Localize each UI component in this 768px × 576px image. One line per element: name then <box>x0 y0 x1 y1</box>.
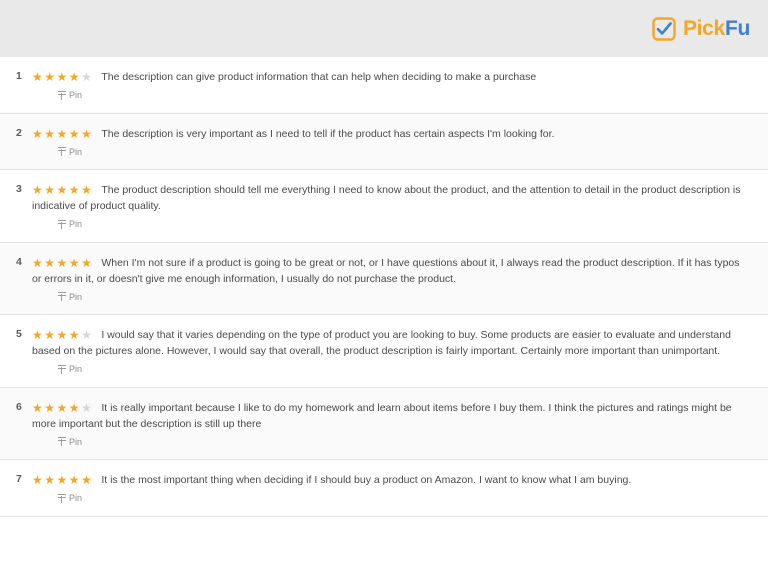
pin-icon <box>58 494 66 503</box>
review-number: 1 <box>16 70 22 82</box>
pin-label: Pin <box>69 146 83 157</box>
review-body <box>32 400 746 452</box>
list-item <box>0 243 768 316</box>
review-main <box>32 255 746 287</box>
pin-button[interactable] <box>58 90 82 100</box>
pin-label: Pin <box>69 219 83 229</box>
review-number: 2 <box>16 126 22 139</box>
review-body <box>32 472 746 508</box>
review-text: It is really important because I like to do my homework and learn about items before I buy them. I think the pictures and ratings might be more important but the description is still up there <box>32 401 732 430</box>
review-main <box>32 126 746 142</box>
review-text: I would say that it varies depending on the type of product you are looking to buy. Some products are easier to evaluate and understand based on the pictures alone. However, I would say that overall, the product description is fairly important. Certainly more important than unimportant. <box>32 329 731 357</box>
pin-label: Pin <box>69 291 83 302</box>
review-body <box>32 327 746 379</box>
pin-label: Pin <box>69 364 83 374</box>
review-number: 5 <box>16 328 22 340</box>
list-item <box>0 57 768 114</box>
review-body <box>32 182 746 234</box>
pickfu-checkbox-logo-icon <box>651 16 677 42</box>
list-item <box>0 388 768 461</box>
review-body <box>32 69 746 105</box>
review-number: 3 <box>16 183 22 195</box>
review-main <box>32 327 746 359</box>
logo-wordmark <box>683 18 750 39</box>
pickfu-logo[interactable] <box>651 16 750 42</box>
pin-button[interactable] <box>58 493 82 503</box>
list-item <box>0 460 768 517</box>
review-body <box>32 126 746 162</box>
list-item <box>0 170 768 243</box>
review-main <box>32 472 746 488</box>
star-rating: ★★★★★ <box>32 126 94 141</box>
pin-button[interactable] <box>58 292 82 302</box>
review-number: 4 <box>16 255 22 268</box>
pin-button[interactable] <box>58 437 82 447</box>
review-number: 7 <box>16 473 22 485</box>
review-text: The description is very important as I need to tell if the product has certain aspects I'm looking for. <box>101 127 555 140</box>
logo-text-pick: Pick <box>682 17 725 40</box>
star-rating: ★★★★★ <box>32 400 94 415</box>
review-text: It is the most important thing when deciding if I should buy a product on Amazon. I want to know what I am buying. <box>101 474 632 486</box>
pin-icon <box>58 292 66 301</box>
page-header <box>0 0 768 57</box>
review-main <box>32 69 746 85</box>
star-rating: ★★★★★ <box>32 183 94 197</box>
review-body <box>32 255 746 307</box>
review-main <box>32 400 746 432</box>
pin-label: Pin <box>69 90 83 100</box>
star-rating: ★★★★★ <box>32 255 94 270</box>
star-rating: ★★★★★ <box>32 328 94 342</box>
star-rating: ★★★★★ <box>32 70 94 84</box>
pin-icon <box>58 437 66 446</box>
review-list <box>0 57 768 576</box>
pin-button[interactable] <box>58 147 82 157</box>
pin-icon <box>58 365 66 374</box>
pin-label: Pin <box>69 493 83 503</box>
review-text: When I'm not sure if a product is going to be great or not, or I have questions about it, I always read the product description. If it has typos or errors in it, or doesn't give me enough information, I usually do not purchase the product. <box>32 256 740 285</box>
pin-icon <box>58 91 66 100</box>
pin-label: Pin <box>69 436 83 447</box>
list-item <box>0 315 768 388</box>
review-main <box>32 182 746 214</box>
star-rating: ★★★★★ <box>32 473 94 487</box>
review-number: 6 <box>16 400 22 413</box>
pin-button[interactable] <box>58 364 82 374</box>
list-item <box>0 114 768 171</box>
logo-text-fu: Fu <box>724 17 750 40</box>
pin-icon <box>58 147 66 156</box>
review-text: The product description should tell me everything I need to know about the product, and the attention to detail in the product description is indicative of product quality. <box>32 184 741 212</box>
review-text: The description can give product information that can help when deciding to make a purchase <box>101 71 537 83</box>
pin-button[interactable] <box>58 219 82 229</box>
pin-icon <box>58 220 66 229</box>
